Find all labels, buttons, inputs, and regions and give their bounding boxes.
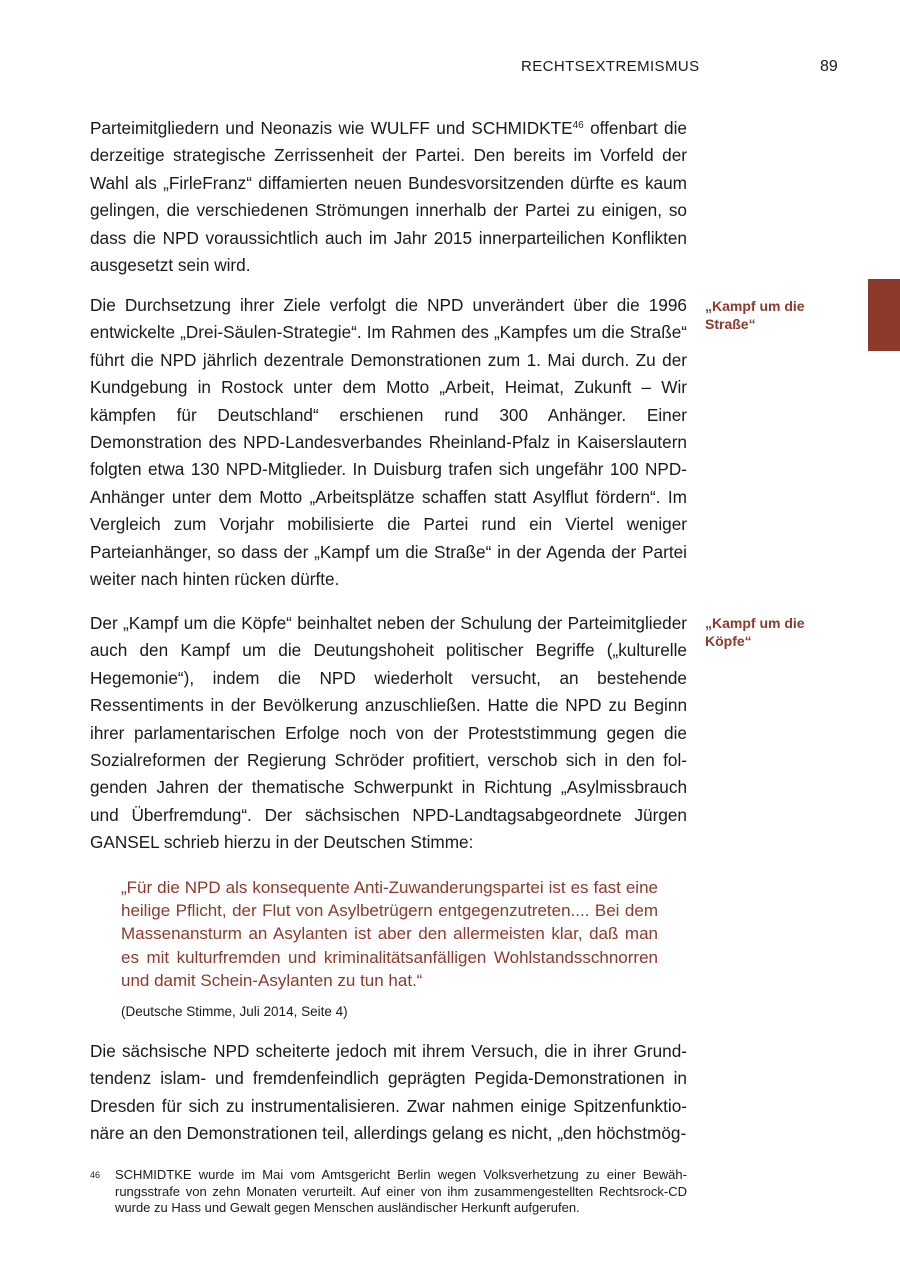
paragraph-4-text: Die sächsische NPD scheiterte jedoch mit ihrem Versuch, die in ihrer Grundtendenz islam- und fremdenfeindlich geprägten Pegida-Demonstrationen in Dresden für sich zu instrumentalisieren. Zwar nahmen einige Spitzenfunktionäre an den Demonstrationen teil, allerdings gelang es nicht, „den höchstmög- bbox=[90, 1041, 687, 1144]
paragraph-4 bbox=[90, 1038, 687, 1148]
footnote-number: 46 bbox=[90, 1170, 101, 1180]
footnote bbox=[90, 1167, 687, 1217]
paragraph-3 bbox=[90, 610, 687, 857]
footnote-reference[interactable]: 46 bbox=[572, 120, 584, 131]
paragraph-1 bbox=[90, 115, 687, 279]
paragraph-1-text-start: Parteimitgliedern und Neonazis wie WULFF und SCHMIDKTE bbox=[90, 118, 573, 138]
margin-note-line: Straße“ bbox=[705, 316, 756, 332]
quote-source: (Deutsche Stimme, Juli 2014, Seite 4) bbox=[121, 1004, 348, 1019]
paragraph-3-text: Der „Kampf um die Köpfe“ beinhaltet neben der Schulung der Parteimitglieder auch den Kampf um die Deutungshoheit politischer Begriffe („kulturelle Hegemonie“), indem die NPD wiederholt versucht, an bestehende Ressentiments in der Bevölkerung anzuschließen. Hatte die NPD zu Beginn ihrer parlamentarischen Erfolge noch von der Proteststimmung gegen die Sozialreformen der Regierung Schröder profitiert, verschob sich in den folgenden Jahren der thematische Schwerpunkt in Richtung „Asylmissbrauch und Überfremdung“. Der sächsischen NPD-Landtagsabgeordnete Jürgen GANSEL schrieb hierzu in der Deutschen Stimme: bbox=[90, 613, 687, 853]
margin-note-line: „Kampf um die bbox=[705, 615, 805, 631]
running-header-title: RECHTSEXTREMISMUS bbox=[521, 58, 700, 75]
margin-note-line: „Kampf um die bbox=[705, 298, 805, 314]
block-quote: „Für die NPD als konsequente Anti-Zuwanderungspartei ist es fast eine heilige Pflicht, der Flut von Asylbetrügern entgegenzutreten.... Bei dem Massenansturm an Asylanten ist aber den allermeisten klar, daß man es mit kulturfremden und kriminalitätsanfälligen Wohlstandsschnorren und damit Schein-Asylanten zu tun hat.“ bbox=[121, 878, 658, 990]
margin-note-line: Köpfe“ bbox=[705, 633, 752, 649]
margin-note-strasse bbox=[705, 297, 855, 333]
paragraph-1-text-end: offenbart die derzeitige strategische Zerrissenheit der Partei. Den bereits im Vorfeld der Wahl als „FirleFranz“ diffamierten neuen Bundesvorsitzenden dürfte es kaum gelingen, die verschiedenen Strömungen innerhalb der Partei zu einigen, so dass die NPD voraussichtlich auch im Jahr 2015 innerparteilichen Konflikten ausgesetzt sein wird. bbox=[90, 118, 687, 276]
margin-note-koepfe bbox=[705, 614, 855, 650]
page-number: 89 bbox=[820, 58, 838, 75]
chapter-tab-marker bbox=[868, 279, 900, 351]
footnote-text: SCHMIDTKE wurde im Mai vom Amtsgericht Berlin wegen Volksverhetzung zu einer Bewährungsstrafe von zehn Monaten verurteilt. Auf einer von ihm zusammengestellten Rechtsrock-CD wurde zu Hass und Gewalt gegen Menschen ausländischer Herkunft aufgerufen. bbox=[115, 1167, 687, 1215]
paragraph-2 bbox=[90, 292, 687, 593]
paragraph-2-text: Die Durchsetzung ihrer Ziele verfolgt die NPD unverändert über die 1996 entwickelte „Drei-Säulen-Strategie“. Im Rahmen des „Kampfes um die Straße“ führt die NPD jährlich dezentrale Demonstrationen zum 1. Mai durch. Zu der Kundgebung in Rostock unter dem Motto „Arbeit, Heimat, Zukunft – Wir kämpfen für Deutschland“ erschienen rund 300 Anhänger. Einer Demonstration des NPD-Landesverbandes Rheinland-Pfalz in Kaiserslautern folgten etwa 130 NPD-Mitglieder. In Duisburg trafen sich ungefähr 100 NPD-Anhänger unter dem Motto „Arbeitsplätze schaffen statt Asylflut fördern“. Im Vergleich zum Vorjahr mobilisierte die Partei rund ein Viertel weniger Parteianhänger, so dass der „Kampf um die Straße“ in der Agenda der Partei weiter nach hinten rücken dürfte. bbox=[90, 295, 687, 590]
